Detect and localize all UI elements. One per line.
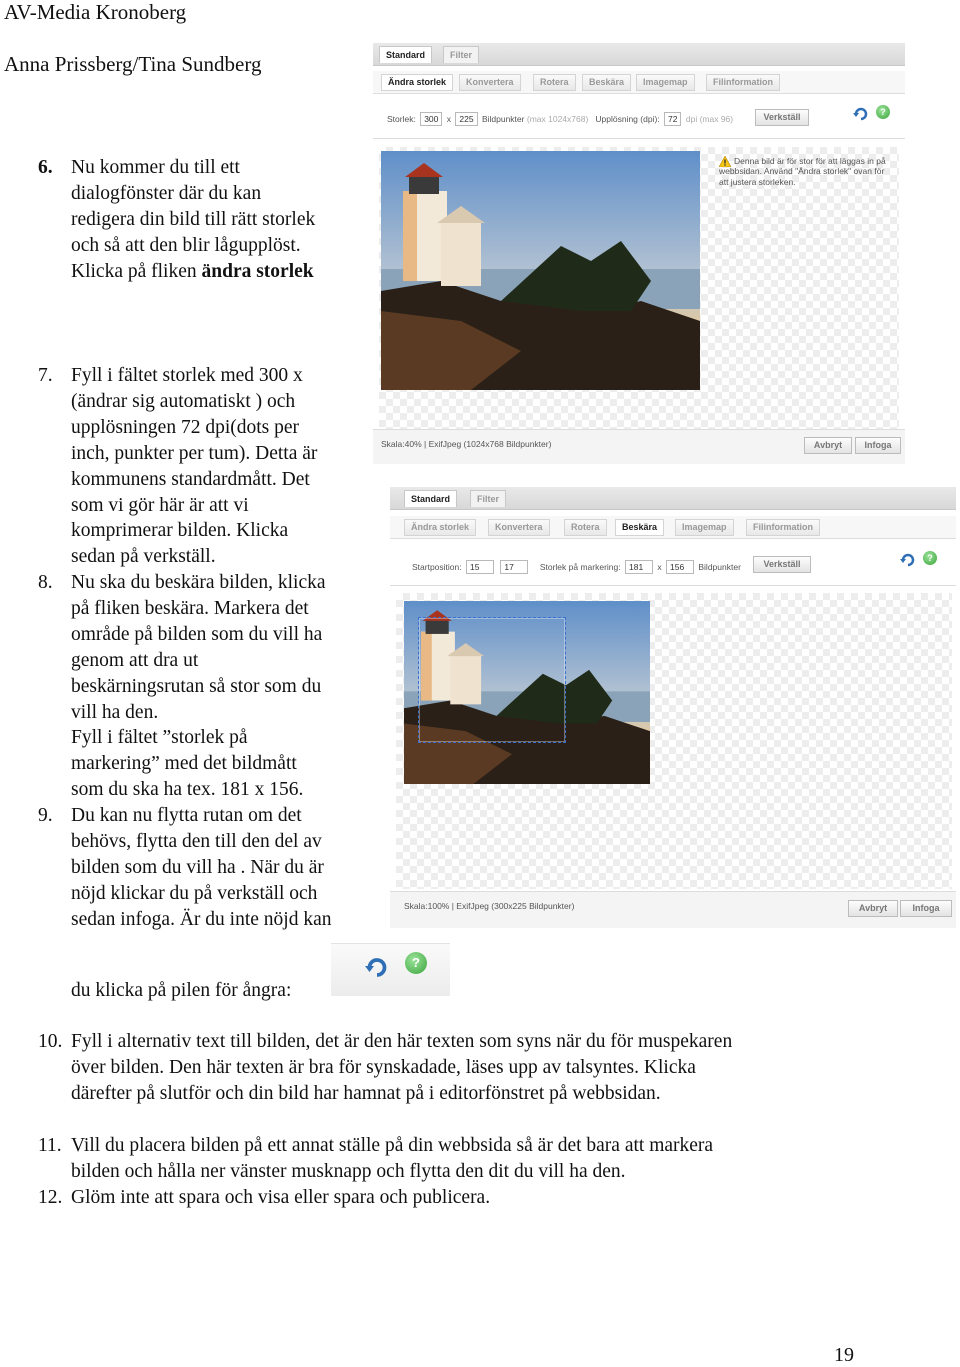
line: dialogfönster där du kan [71, 182, 262, 204]
line: markering” med det bildmått [71, 753, 297, 775]
x-separator: x [446, 114, 452, 124]
step-11-text [71, 1133, 713, 1185]
step-11-number: 11. [38, 1135, 62, 1156]
subtab-imagemap[interactable]: Imagemap [636, 74, 695, 91]
line: Glöm inte att spara och visa eller spara och publicera. [71, 1187, 491, 1208]
tab-filter[interactable]: Filter [443, 46, 479, 63]
subtab-rotate[interactable]: Rotera [564, 519, 607, 536]
line: sedan infoga. Är du inte nöjd kan [71, 908, 332, 930]
line: och så att den blir lågupplöst. [71, 234, 301, 256]
line: därefter på slutför och din bild har hamnat på i editorfönstret på webbsidan. [71, 1082, 661, 1104]
line: över bilden. Den här texten är bra för synskadade, läses upp av talsyntes. Klicka [71, 1056, 696, 1078]
line: komprimerar bilden. Klicka [71, 520, 289, 542]
divider [373, 138, 905, 139]
line: redigera din bild till rätt storlek [71, 208, 316, 230]
image-editor-resize-screenshot [373, 43, 905, 463]
line: upplösningen 72 dpi(dots per [71, 416, 300, 438]
line: bilden som du vill ha . När du är [71, 856, 324, 878]
step-6-text [71, 155, 315, 285]
dpi-input[interactable]: 72 [664, 112, 681, 126]
start-y-input[interactable]: 17 [500, 560, 528, 574]
subtab-crop[interactable]: Beskära [582, 74, 631, 91]
line: som du ska ha tex. 181 x 156. [71, 779, 304, 801]
tab-standard[interactable]: Standard [379, 46, 432, 63]
line: bilden och hålla ner vänster musknapp och flytta den dit du vill ha den. [71, 1160, 626, 1182]
line: (ändrar sig automatiskt ) och [71, 390, 296, 412]
cancel-button[interactable]: Avbryt [848, 900, 898, 917]
undo-arrow-icon[interactable] [853, 105, 869, 123]
crop-selection-rectangle[interactable] [418, 617, 566, 743]
subtab-convert[interactable]: Konvertera [459, 74, 521, 91]
step-8-text [71, 570, 326, 803]
insert-button[interactable]: Infoga [855, 437, 901, 454]
main-tab-bar [390, 487, 956, 510]
size-warning-cont [719, 166, 884, 187]
step-12-text [71, 1185, 490, 1211]
page-number: 19 [834, 1344, 854, 1366]
width-input[interactable]: 300 [420, 112, 442, 126]
line: Vill du placera bilden på ett annat ställe på din webbsida så är det bara att markera [71, 1135, 714, 1156]
cancel-button[interactable]: Avbryt [804, 437, 852, 454]
apply-button[interactable]: Verkställ [755, 109, 809, 126]
line: som vi gör här är att vi [71, 494, 249, 516]
line: nöjd klickar du på verkställ och [71, 882, 318, 904]
step-7-number: 7. [38, 365, 53, 386]
start-label: Startposition: [412, 562, 462, 572]
subtab-fileinfo[interactable]: Filinformation [746, 519, 820, 536]
insert-button[interactable]: Infoga [900, 900, 952, 917]
warning-line: att justera storleken. [719, 176, 796, 187]
x-separator: x [657, 562, 662, 572]
max-dpi-hint: dpi (max 96) [685, 114, 734, 124]
warning-line: webbsidan. Använd "Ändra storlek" ovan för [719, 166, 885, 176]
selection-height-input[interactable]: 156 [666, 560, 694, 574]
undo-instruction: du klicka på pilen för ångra: [71, 980, 292, 1001]
resize-controls [387, 112, 733, 126]
status-text: Skala:40% | ExifJpeg (1024x768 Bildpunkter) [381, 439, 552, 449]
line: beskärningsrutan så stor som du [71, 675, 322, 697]
line [71, 259, 315, 285]
status-text: Skala:100% | ExifJpeg (300x225 Bildpunkter) [404, 901, 575, 911]
line: kommunens standardmått. Det [71, 468, 310, 490]
subtab-imagemap[interactable]: Imagemap [675, 519, 734, 536]
height-input[interactable]: 225 [455, 112, 477, 126]
image-editor-crop-screenshot [390, 487, 956, 927]
lighthouse-photo [381, 151, 700, 390]
selection-size-label: Storlek på markering: [539, 562, 621, 572]
start-x-input[interactable]: 15 [466, 560, 494, 574]
authors: Anna Prissberg/Tina Sundberg [4, 52, 262, 76]
line: Nu kommer du till ett [71, 157, 240, 178]
unit-label: Bildpunkter [481, 114, 525, 124]
step-10-number: 10. [38, 1031, 63, 1052]
size-warning [734, 156, 886, 167]
warning-line: Denna bild är för stor för att läggas in på [734, 156, 886, 166]
step-12-number: 12. [38, 1187, 63, 1208]
subtab-fileinfo[interactable]: Filinformation [706, 74, 780, 91]
sub-tab-bar [390, 516, 956, 539]
step-10-text [71, 1029, 732, 1107]
help-icon[interactable]: ? [876, 105, 890, 119]
help-icon[interactable]: ? [405, 952, 427, 974]
undo-arrow-icon[interactable] [365, 954, 389, 983]
apply-button[interactable]: Verkställ [753, 556, 811, 573]
subtab-rotate[interactable]: Rotera [533, 74, 576, 91]
line: Du kan nu flytta rutan om det [71, 805, 302, 826]
step-6-number: 6. [38, 157, 53, 178]
sub-tab-bar [373, 71, 905, 94]
line: vill ha den. [71, 701, 159, 723]
dpi-label: Upplösning (dpi): [595, 114, 660, 124]
main-tab-bar [373, 43, 905, 66]
subtab-resize[interactable]: Ändra storlek [404, 519, 476, 536]
step-9-number: 9. [38, 805, 53, 826]
line: område på bilden som du vill ha [71, 623, 323, 645]
size-label: Storlek: [387, 114, 416, 124]
line: Fyll i alternativ text till bilden, det är den här texten som syns när du för muspekaren [71, 1031, 733, 1052]
subtab-resize[interactable]: Ändra storlek [381, 74, 453, 91]
selection-width-input[interactable]: 181 [625, 560, 653, 574]
undo-help-snippet [331, 943, 450, 996]
line-prefix: Klicka på fliken [71, 260, 202, 282]
unit-label: Bildpunkter [698, 562, 741, 572]
subtab-convert[interactable]: Konvertera [488, 519, 550, 536]
line: behövs, flytta den till den del av [71, 830, 322, 852]
line: på fliken beskära. Markera det [71, 597, 309, 619]
line: Fyll i fältet storlek med 300 x [71, 365, 303, 386]
crop-controls [412, 560, 741, 574]
line: Nu ska du beskära bilden, klicka [71, 572, 326, 593]
subtab-crop[interactable]: Beskära [615, 519, 664, 536]
step-8-number: 8. [38, 572, 53, 593]
line: genom att dra ut [71, 649, 199, 671]
line: Fyll i fältet ”storlek på [71, 727, 248, 749]
step-7-text [71, 363, 317, 570]
step-9-text [71, 803, 331, 933]
tab-standard[interactable]: Standard [404, 490, 457, 507]
line: sedan på verkställ. [71, 546, 216, 568]
bold-term: ändra storlek [201, 260, 314, 282]
line: inch, punkter per tum). Detta är [71, 442, 318, 464]
help-icon[interactable]: ? [923, 551, 937, 565]
org-name: AV-Media Kronoberg [4, 0, 187, 24]
max-size-hint: (max 1024x768) [526, 114, 589, 124]
divider [390, 585, 956, 586]
tab-filter[interactable]: Filter [470, 490, 506, 507]
undo-arrow-icon[interactable] [900, 551, 916, 569]
